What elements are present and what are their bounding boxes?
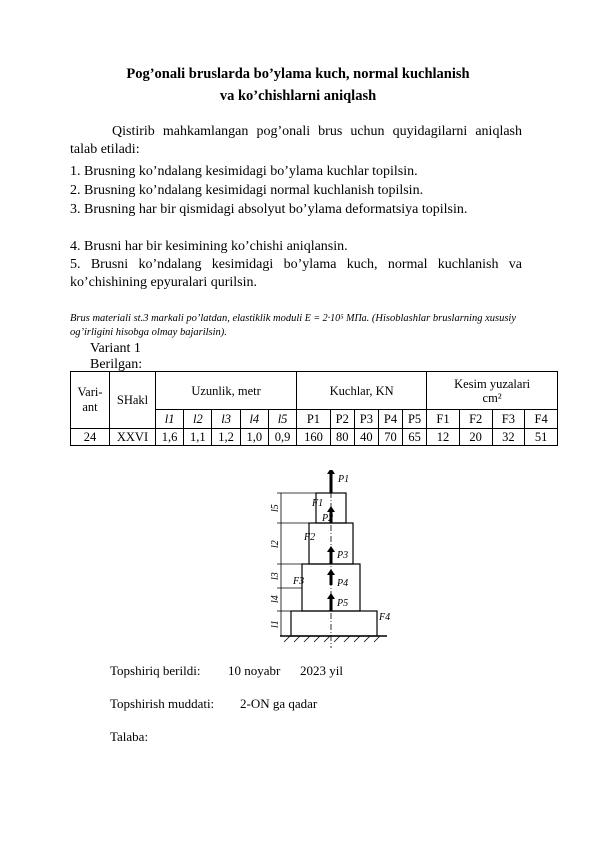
task-2: 2. Brusning ko’ndalang kesimidagi normal kuchlanish topilsin. [70,183,424,198]
table-cell: 1,2 [212,429,240,446]
sub-header: l1 [156,410,184,429]
label-P5: P5 [337,598,349,609]
label-F1: F1 [312,498,324,509]
deadline-value: 2-ON ga qadar [240,696,318,711]
header-variant: Vari-ant [71,372,110,429]
data-table [70,371,558,446]
table-cell: 160 [297,429,331,446]
table-cell: 80 [330,429,354,446]
table-row [71,429,558,446]
label-P4: P4 [337,578,349,589]
deadline-label: Topshirish muddati: [110,696,215,711]
header-shape: SHakl [110,372,156,429]
sub-header: P5 [403,410,427,429]
table-cell: 65 [403,429,427,446]
given-label: Berilgan: [90,357,143,372]
sub-header: l5 [268,410,296,429]
assigned-year: 2023 yil [300,663,343,678]
label-l3: l3 [270,572,281,580]
table-cell: 1,1 [184,429,212,446]
sub-header: P2 [330,410,354,429]
table-cell: 12 [427,429,460,446]
table-cell: 51 [525,429,558,446]
label-l2: l2 [270,540,281,548]
sub-header: P3 [354,410,378,429]
header-area-label: Kesim yuzalari [454,376,531,391]
label-F2: F2 [304,532,316,543]
header-area-unit: cm² [482,390,502,405]
table-cell: 1,6 [156,429,184,446]
task-4: 4. Brusni har bir kesimining ko’chishi aniqlansin. [70,239,348,254]
header-length: Uzunlik, metr [156,372,297,410]
label-l4: l4 [270,595,281,603]
sub-header: F2 [459,410,492,429]
note-text-before: Brus materiali st.3 markali po’latdan, elastiklik moduli [70,313,303,324]
label-P2: P2 [322,513,334,524]
table-cell: 1,0 [240,429,268,446]
note-text-after: . (Hisoblashlar bruslarning xususiy og’irligini hisobga olmay bajarilsin). [70,313,517,338]
intro-paragraph: Qistirib mahkamlangan pog’onali brus uchun quyidagilarni aniqlash talab etiladi: [70,124,522,157]
sub-header: l3 [212,410,240,429]
table-cell: 24 [71,429,110,446]
table-cell: 40 [354,429,378,446]
sub-header: l2 [184,410,212,429]
task-5: 5. Brusni ko’ndalang kesimidagi bo’ylama kuch, normal kuchlanish va ko’chishining epyuralari qurilsin. [70,257,522,290]
modulus-formula: E = 2·10⁵ MПa [304,313,367,324]
table-cell: XXVI [110,429,156,446]
sub-header: l4 [240,410,268,429]
assigned-label: Topshiriq berildi: [110,663,201,678]
label-l1: l1 [270,620,281,628]
table-cell: 20 [459,429,492,446]
sub-header: P4 [378,410,402,429]
task-1: 1. Brusning ko’ndalang kesimidagi bo’ylama kuchlar topilsin. [70,164,418,179]
header-area [427,372,558,410]
assigned-date: 10 noyabr [228,663,281,678]
task-3: 3. Brusning har bir qismidagi absolyut bo’ylama deformatsiya topilsin. [70,202,468,217]
sub-header: F3 [492,410,525,429]
page-title: Pog’onali bruslarda bo’ylama kuch, normal kuchlanish [126,66,470,82]
label-P1: P1 [338,474,350,485]
sub-header: P1 [297,410,331,429]
support-hatching [284,636,380,642]
variant-label: Variant 1 [90,341,141,356]
header-forces: Kuchlar, KN [297,372,427,410]
page-subtitle: va ko’chishlarni aniqlash [219,88,377,104]
table-cell: 32 [492,429,525,446]
sub-header: F1 [427,410,460,429]
material-note [70,312,530,339]
stepped-bar-diagram [262,470,402,650]
label-F3: F3 [293,576,305,587]
table-cell: 0,9 [268,429,296,446]
bar-segment-4 [291,611,377,636]
label-P3: P3 [337,550,349,561]
student-label: Talaba: [110,729,149,744]
label-l5: l5 [270,504,281,512]
label-F4: F4 [379,612,391,623]
table-cell: 70 [378,429,402,446]
sub-header: F4 [525,410,558,429]
